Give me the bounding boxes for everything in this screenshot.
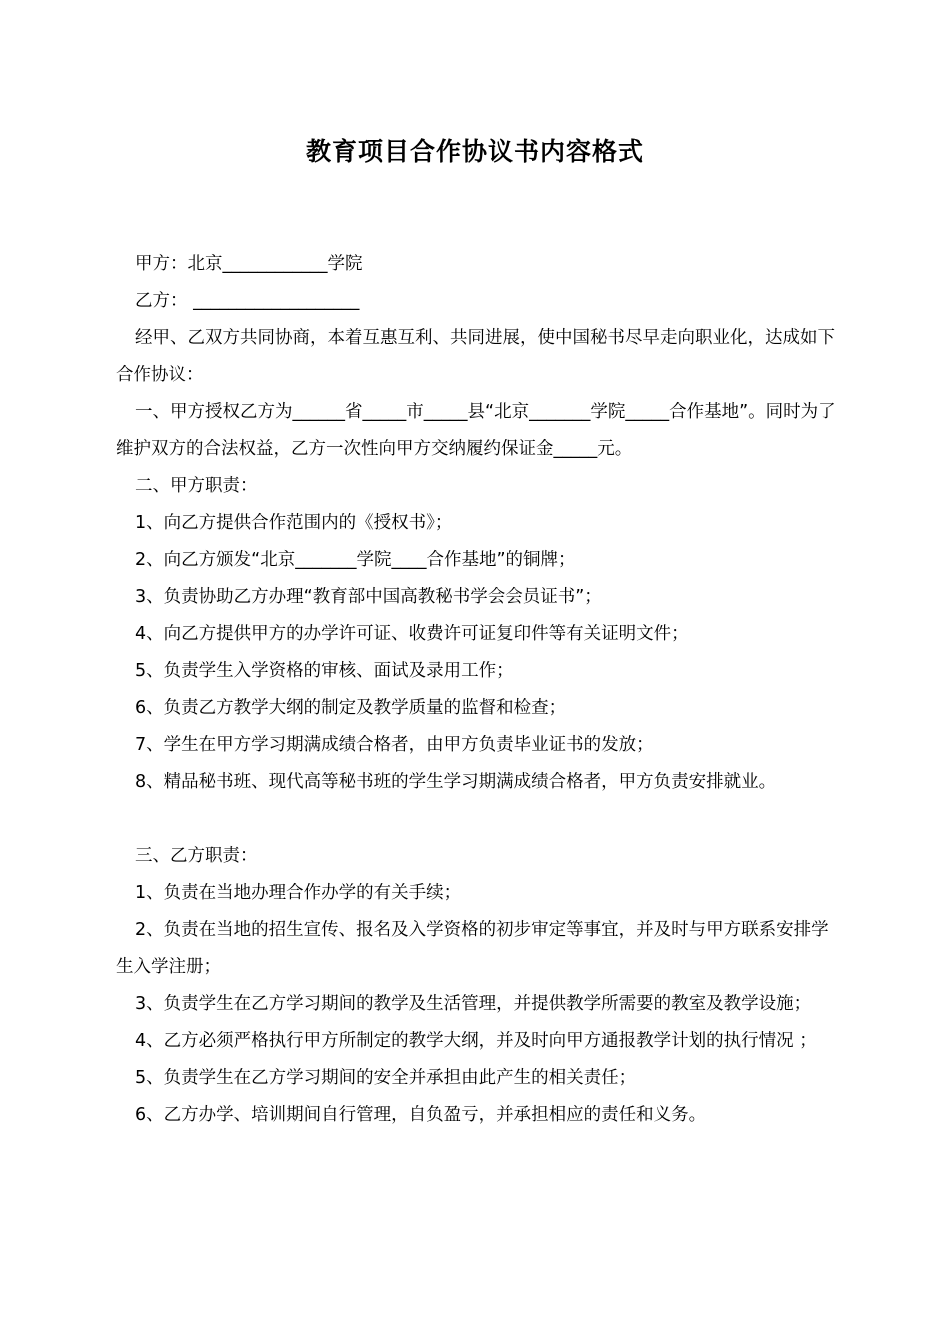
party-a-duty-item: 4、向乙方提供甲方的办学许可证、收费许可证复印件等有关证明文件； (135, 624, 689, 644)
preamble-paragraph: 经甲、乙双方共同协商，本着互惠互利、共同进展，使中国秘书尽早走向职业化，达成如下合作协议： (116, 328, 835, 385)
paragraph-spacer (116, 801, 846, 838)
party-b-duty-item: 4、乙方必须严格执行甲方所制定的教学大纲，并及时向甲方通报教学计划的执行情况 ； (135, 1031, 817, 1051)
section-heading-party-a-duties: 二、甲方职责： (135, 476, 258, 496)
party-a-duty-item: 6、负责乙方教学大纲的制定及教学质量的监督和检查； (135, 698, 567, 718)
party-a-duty-item: 8、精品秘书班、现代高等秘书班的学生学习期满成绩合格者，甲方负责安排就业。 (135, 772, 777, 792)
clause-one-paragraph: 一、甲方授权乙方为______省_____市_____县“北京_______学院_____合作基地”。同时为了维护双方的合法权益，乙方一次性向甲方交纳履约保证金_____元。 (116, 402, 836, 459)
party-b-duty-item: 1、负责在当地办理合作办学的有关手续； (135, 883, 462, 903)
party-a-duty-item: 5、负责学生入学资格的审核、面试及录用工作； (135, 661, 514, 681)
party-b-duty-item: 6、乙方办学、培训期间自行管理，自负盈亏，并承担相应的责任和义务。 (135, 1105, 707, 1125)
party-a-duty-item: 1、向乙方提供合作范围内的《授权书》； (135, 513, 453, 533)
party-a-duty-item: 7、学生在甲方学习期满成绩合格者，由甲方负责毕业证书的发放； (135, 735, 654, 755)
section-heading-party-b-duties: 三、乙方职责： (135, 846, 258, 866)
party-a-duty-item: 3、负责协助乙方办理“教育部中国高教秘书学会会员证书”； (135, 587, 602, 607)
party-b-duty-item: 5、负责学生在乙方学习期间的安全并承担由此产生的相关责任； (135, 1068, 637, 1088)
party-a-duty-item: 2、向乙方颁发“北京_______学院____合作基地”的铜牌； (135, 550, 576, 570)
party-b-duty-item: 2、负责在当地的招生宣传、报名及入学资格的初步审定等事宜，并及时与甲方联系安排学生入学注册； (116, 920, 829, 977)
party-a-line: 甲方：北京____________学院 (135, 254, 363, 274)
party-b-duty-item: 3、负责学生在乙方学习期间的教学及生活管理，并提供教学所需要的教室及教学设施； (135, 994, 812, 1014)
party-b-line: 乙方： ___________________ (135, 291, 360, 311)
document-title: 教育项目合作协议书内容格式 (305, 137, 644, 166)
document-body (116, 246, 846, 1134)
